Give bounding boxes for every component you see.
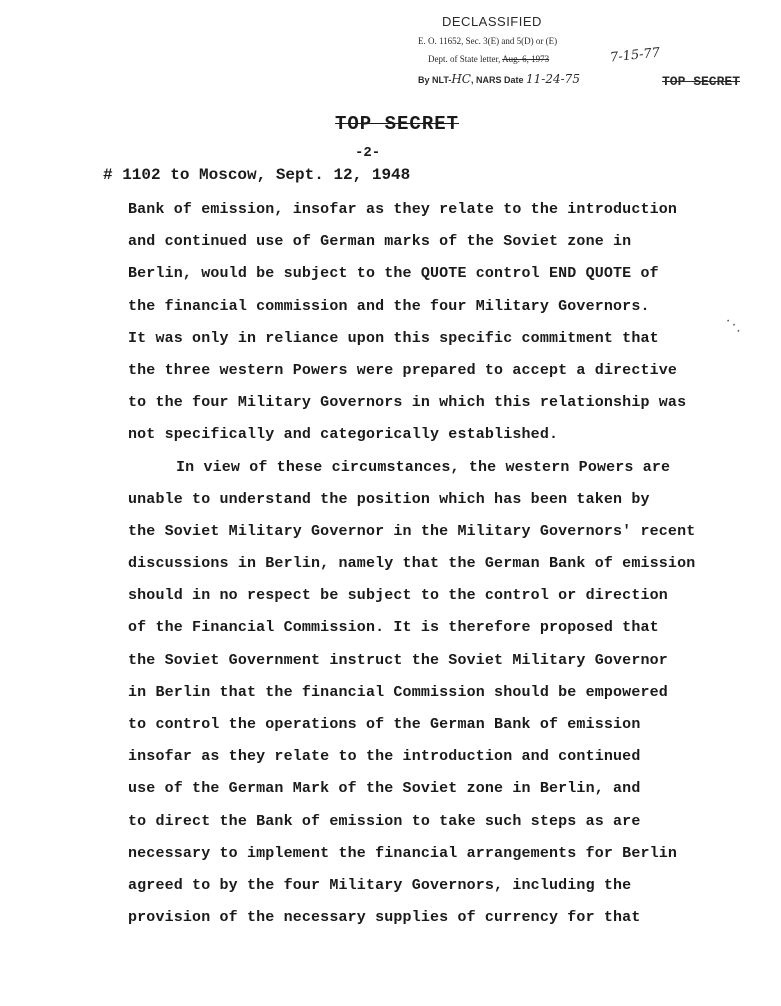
stamp-by-label: By NLT-: [418, 75, 452, 85]
document-line: insofar as they relate to the introduction and continued: [128, 748, 641, 766]
stamp-letter-struck-date: Aug. 6, 1973: [502, 54, 550, 64]
document-line: discussions in Berlin, namely that the German Bank of emission: [128, 555, 696, 573]
document-line: Bank of emission, insofar as they relate to the introduction: [128, 201, 678, 218]
stamp-handwritten-date: 7-15-77: [609, 45, 661, 66]
document-line: agreed to by the four Military Governors, including the: [128, 876, 632, 894]
classification-marking: TOP SECRET: [335, 113, 460, 135]
struck-old-classification: TOP SECRET: [662, 74, 741, 89]
document-line: unable to understand the position which has been taken by: [128, 490, 650, 508]
stamp-letter-prefix: Dept. of State letter,: [428, 54, 501, 64]
stamp-nars-label: , NARS Date: [471, 75, 524, 85]
page-number: -2-: [355, 145, 381, 161]
telegram-reference: # 1102 to Moscow, Sept. 12, 1948: [103, 166, 411, 184]
stamp-line-by: [418, 72, 580, 86]
document-line: Berlin, would be subject to the QUOTE control END QUOTE of: [128, 265, 659, 283]
document-line: provision of the necessary supplies of currency for that: [128, 909, 641, 927]
document-line: to the four Military Governors in which this relationship was: [128, 394, 687, 412]
stray-mark: ··.: [720, 313, 747, 337]
document-line: of the Financial Commission. It is therefore proposed that: [128, 619, 659, 637]
document-line: the Soviet Government instruct the Soviet Military Governor: [128, 651, 668, 669]
stamp-by-initials: HC: [451, 72, 471, 86]
stamp-line-authority: E. O. 11652, Sec. 3(E) and 5(D) or (E): [418, 36, 558, 46]
document-line: use of the German Mark of the Soviet zone in Berlin, and: [128, 780, 641, 798]
document-line: not specifically and categorically established.: [128, 426, 559, 444]
stamp-heading: DECLASSIFIED: [442, 14, 542, 29]
document-line: the financial commission and the four Military Governors.: [128, 297, 650, 315]
document-line: in Berlin that the financial Commission should be empowered: [128, 683, 668, 701]
document-line: In view of these circumstances, the western Powers are: [176, 458, 671, 476]
document-line: It was only in reliance upon this specific commitment that: [128, 329, 659, 347]
document-line: necessary to implement the financial arrangements for Berlin: [128, 844, 678, 862]
document-line: the three western Powers were prepared to accept a directive: [128, 361, 678, 379]
stamp-line-letter: [428, 54, 549, 64]
document-line: and continued use of German marks of the Soviet zone in: [128, 233, 632, 251]
document-line: to control the operations of the German Bank of emission: [128, 716, 641, 733]
stamp-nars-date: 11-24-75: [526, 72, 580, 86]
document-line: to direct the Bank of emission to take such steps as are: [128, 812, 641, 830]
document-body: [128, 194, 728, 934]
document-line: the Soviet Military Governor in the Military Governors' recent: [128, 522, 696, 540]
document-line: should in no respect be subject to the control or direction: [128, 587, 668, 605]
